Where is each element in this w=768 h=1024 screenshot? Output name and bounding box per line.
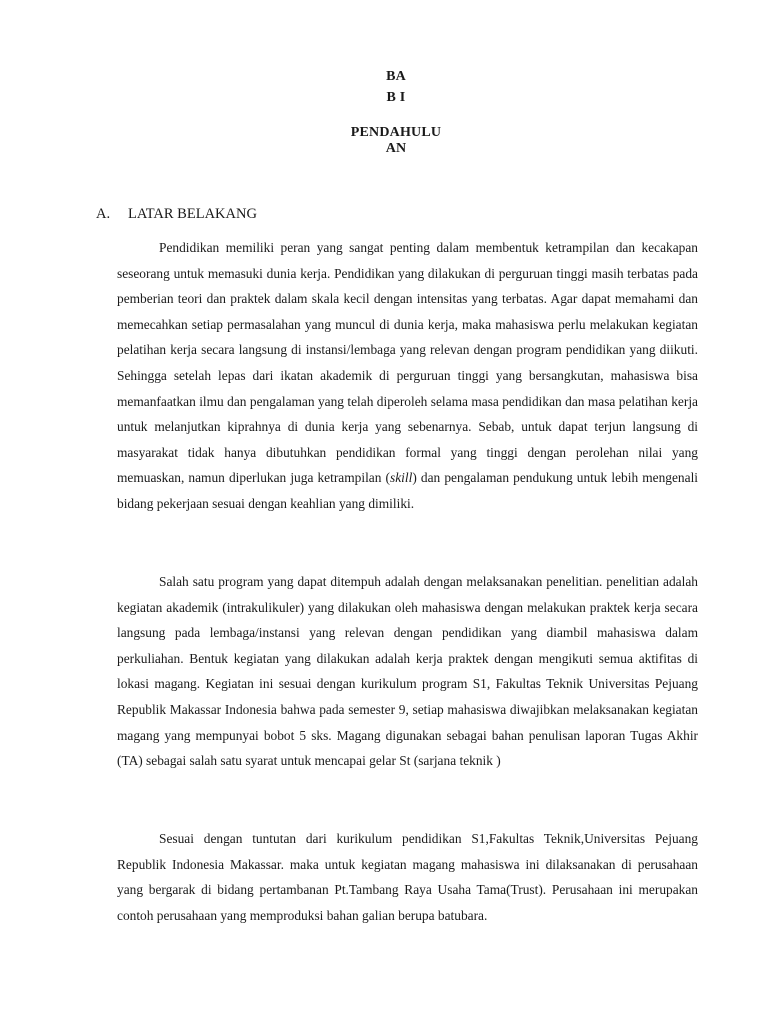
chapter-title-line-1: PENDAHULU <box>350 125 442 140</box>
section-heading <box>96 204 257 224</box>
paragraph-1-italic-term: skill <box>390 470 413 486</box>
paragraph-1 <box>117 235 698 517</box>
section-title: LATAR BELAKANG <box>128 206 257 222</box>
paragraph-3: Sesuai dengan tuntutan dari kurikulum pendidikan S1,Fakultas Teknik,Universitas Pejuang Republik Indonesia Makassar. maka untuk kegiatan magang mahasiswa ini dilaksanakan di perusahaan yang bergarak di bidang pertambanan Pt.Tambang Raya Usaha Tama(Trust). Perusahaan ini merupakan contoh perusahaan yang memproduksi bahan galian berupa batubara. <box>117 831 698 923</box>
paragraph-1-text-a: Pendidikan memiliki peran yang sangat penting dalam membentuk ketrampilan dan kecakapan seseorang untuk memasuki dunia kerja. Pendidikan yang dilakukan di perguruan tinggi masih terbatas pada pemberian teori dan praktek dalam skala kecil dengan intensitas yang terbatas. Agar dapat memahami dan memecahkan setiap permasalahan yang muncul di dunia kerja, maka mahasiswa perlu melakukan kegiatan pelatihan kerja secara langsung di instansi/lembaga yang relevan dengan program pendidikan yang diikuti. Sehingga setelah lepas dari ikatan akademik di perguruan tinggi yang bersangkutan, mahasiswa bisa memanfaatkan ilmu dan pengalaman yang telah diperoleh selama masa pendidikan dan masa pelatihan kerja untuk melanjutkan kiprahnya di dunia kerja yang sebenarnya. Sebab, untuk dapat terjun langsung di masyarakat tidak hanya dibutuhkan pendidikan formal yang tinggi dengan perolehan nilai yang memuaskan, namun diperlukan juga ketrampilan ( <box>117 240 698 486</box>
paragraph-2: Salah satu program yang dapat ditempuh adalah dengan melaksanakan penelitian. penelitian adalah kegiatan akademik (intrakulikuler) yang dilakukan oleh mahasiswa dengan melakukan praktek kerja secara langsung pada lembaga/instansi yang relevan dengan pendidikan yang diambil mahasiswa dalam perkuliahan. Bentuk kegiatan yang dilakukan adalah kerja praktek dengan mengikuti semua aktifitas di lokasi magang. Kegiatan ini sesuai dengan kurikulum program S1, Fakultas Teknik Universitas Pejuang Republik Makassar Indonesia bahwa pada semester 9, setiap mahasiswa diwajibkan melaksanakan kegiatan magang yang mempunyai bobot 5 sks. Magang digunakan sebagai bahan penulisan laporan Tugas Akhir (TA) sebagai salah satu syarat untuk mencapai gelar St (sarjana teknik ) <box>117 574 698 769</box>
section-number: A. <box>96 206 111 222</box>
chapter-label-line-1: BA <box>386 69 406 84</box>
chapter-label-line-2: B I <box>386 90 406 105</box>
paragraph-1-text-b: ) dan pengalaman pendukung untuk lebih mengenali bidang pekerjaan sesuai dengan keahlian yang dimiliki. <box>117 470 699 511</box>
chapter-title-line-2: AN <box>385 141 407 156</box>
